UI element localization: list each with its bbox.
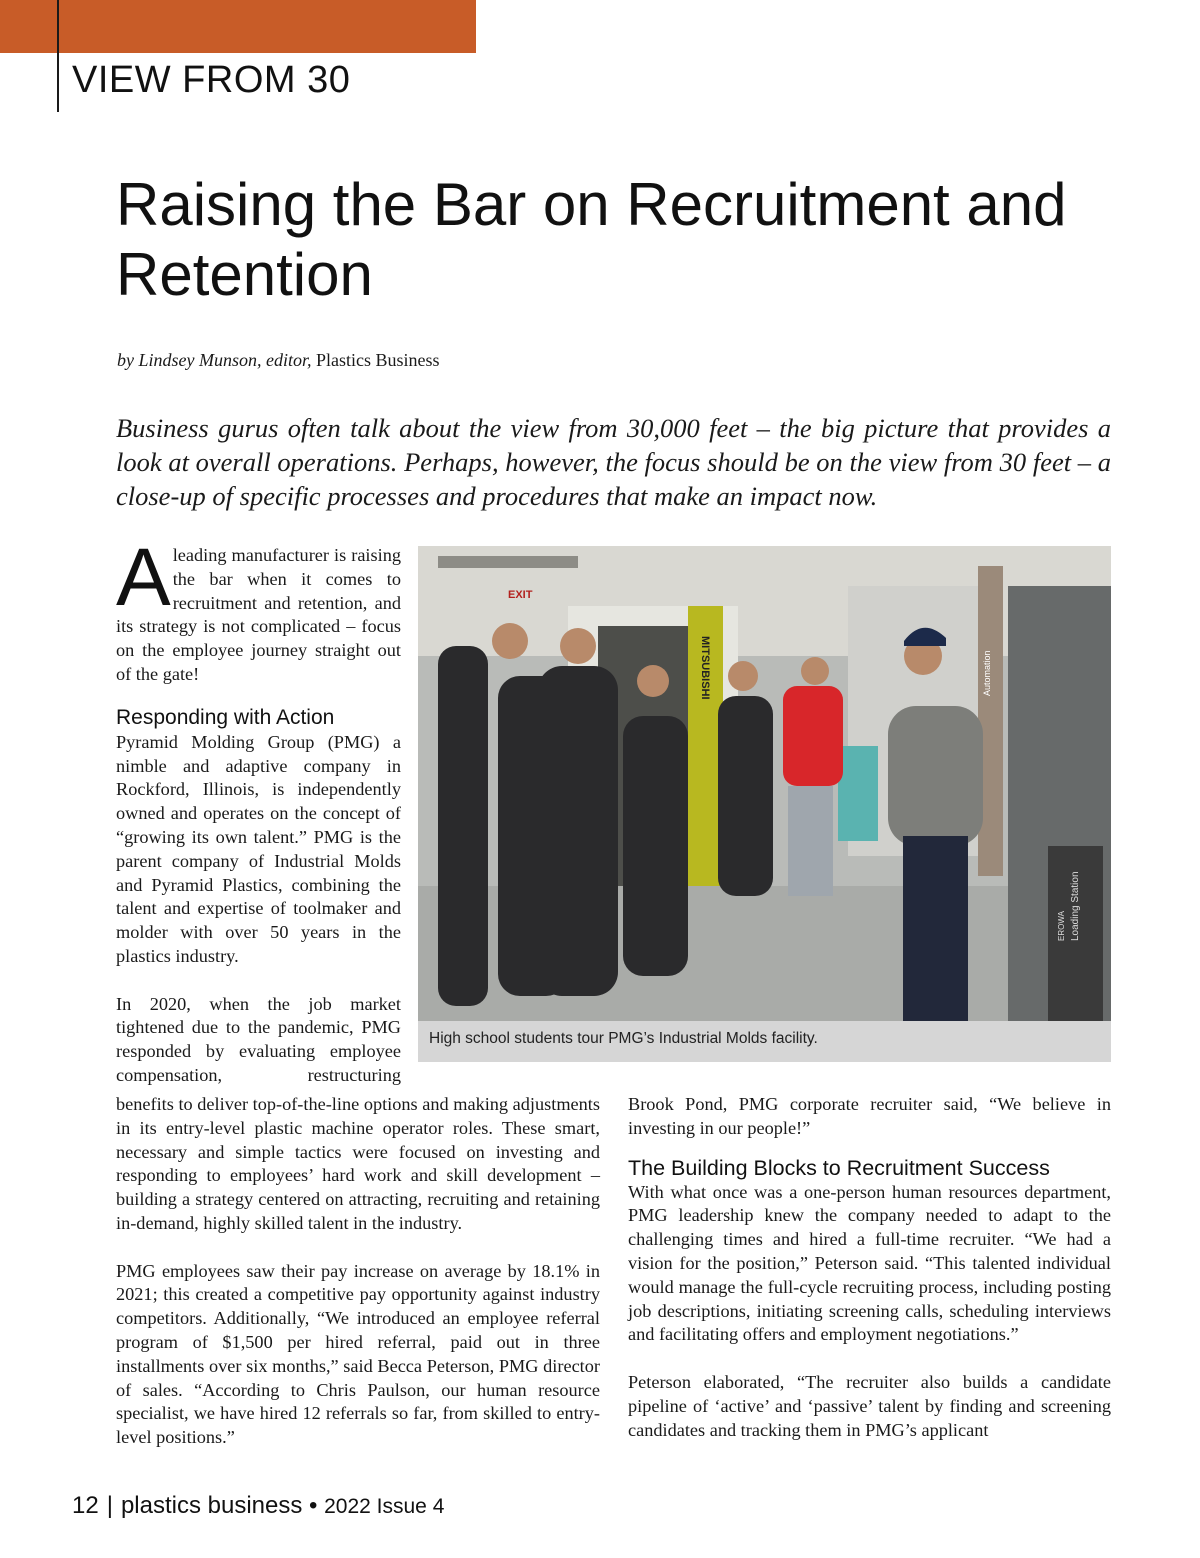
footer-bullet: •	[309, 1492, 318, 1519]
station-brand-text: EROWA	[1057, 911, 1066, 941]
lower-left-column	[116, 1093, 600, 1450]
article-deck: Business gurus often talk about the view from 30,000 feet – the big picture that provides a look at overall operations. Perhaps, however, the focus should be on the view from 30 feet – a close-up of specific processes and procedures that make an impact now.	[116, 413, 1111, 511]
article-title: Raising the Bar on Recruitment and Retention	[116, 171, 1067, 308]
section-heading-responding: Responding with Action	[116, 705, 335, 729]
body-paragraph: Pyramid Molding Group (PMG) a nimble and adaptive company in Rockford, Illinois, is independently owned and operates on the concept of “growing its own talent.” PMG is the parent company of Industrial Molds and Pyramid Plastics, combining the talent and expertise of toolmaker and molder with over 50 years in the plastics industry.	[116, 731, 401, 966]
photo-figure	[418, 546, 1111, 1062]
intro-paragraph	[116, 532, 401, 687]
body-paragraph: PMG employees saw their pay increase on average by 18.1% in 2021; this created a competitive pay opportunity against industry competitors. Additionally, “We introduced an employee referral program of $1,500 per hired referral, paid out in three installments over six months,” said Becca Peterson, PMG director of sales. “According to Chris Paulson, our human resource specialist, we have hired 12 referrals so far, from skilled to entry-level positions.”	[116, 1260, 600, 1448]
photo-caption: High school students tour PMG’s Industrial Molds facility.	[429, 1030, 818, 1047]
body-paragraph: Peterson elaborated, “The recruiter also builds a candidate pipeline of ‘active’ and ‘passive’ talent by finding and screening candidates and tracking them in PMG’s applicant	[628, 1371, 1111, 1440]
intro-text: leading manufacturer is raising the bar when it comes to recruitment and retention, and its strategy is not complicated – focus on the employee journey straight out of the gate!	[116, 545, 401, 684]
byline-author: by Lindsey Munson, editor,	[117, 350, 312, 370]
section-label: VIEW FROM 30	[72, 59, 351, 101]
header-accent-bar	[0, 0, 476, 53]
footer-issue: 2022 Issue 4	[324, 1495, 445, 1518]
right-column	[628, 1093, 1111, 1442]
exit-sign-text: EXIT	[508, 589, 533, 601]
byline	[117, 349, 440, 371]
header-vertical-rule	[57, 0, 59, 112]
page-footer	[72, 1492, 444, 1520]
pond-quote-paragraph: Brook Pond, PMG corporate recruiter said, “We believe in investing in our people!”	[628, 1094, 1111, 1138]
page-number: 12	[72, 1492, 99, 1519]
body-paragraph-continued: benefits to deliver top-of-the-line options and making adjustments in its entry-level plastic machine operator roles. These smart, necessary and simple tactics were focused on investing and responding to employees’ hard work and skill development – building a strategy centered on attracting, recruiting and retaining in-demand, highly skilled talent in the industry.	[116, 1094, 600, 1233]
section-heading-building-blocks: The Building Blocks to Recruitment Success	[628, 1155, 1050, 1180]
left-column	[116, 532, 401, 1088]
loading-station-label: Loading Station	[1070, 871, 1081, 941]
body-paragraph-start: In 2020, when the job market tightened due to the pandemic, PMG responded by evaluating employee compensation, restructuring	[116, 993, 401, 1085]
automation-panel-label: Automation	[982, 650, 992, 696]
forklift-brand-text: MITSUBISHI	[699, 636, 711, 700]
factory-tour-photo	[418, 546, 1111, 1021]
footer-separator: |	[106, 1492, 113, 1519]
byline-publication: Plastics Business	[315, 350, 440, 370]
drop-cap: A	[116, 532, 171, 623]
body-paragraph: With what once was a one-person human resources department, PMG leadership knew the company needed to adapt to the challenging times and hired a full-time recruiter. “We had a vision for the position,” Peterson said. “This talented individual would manage the full-cycle recruiting process, including posting job descriptions, initiating screening calls, scheduling interviews and facilitating offers and employment negotiations.”	[628, 1181, 1111, 1345]
footer-magazine-name: plastics business	[120, 1492, 303, 1519]
